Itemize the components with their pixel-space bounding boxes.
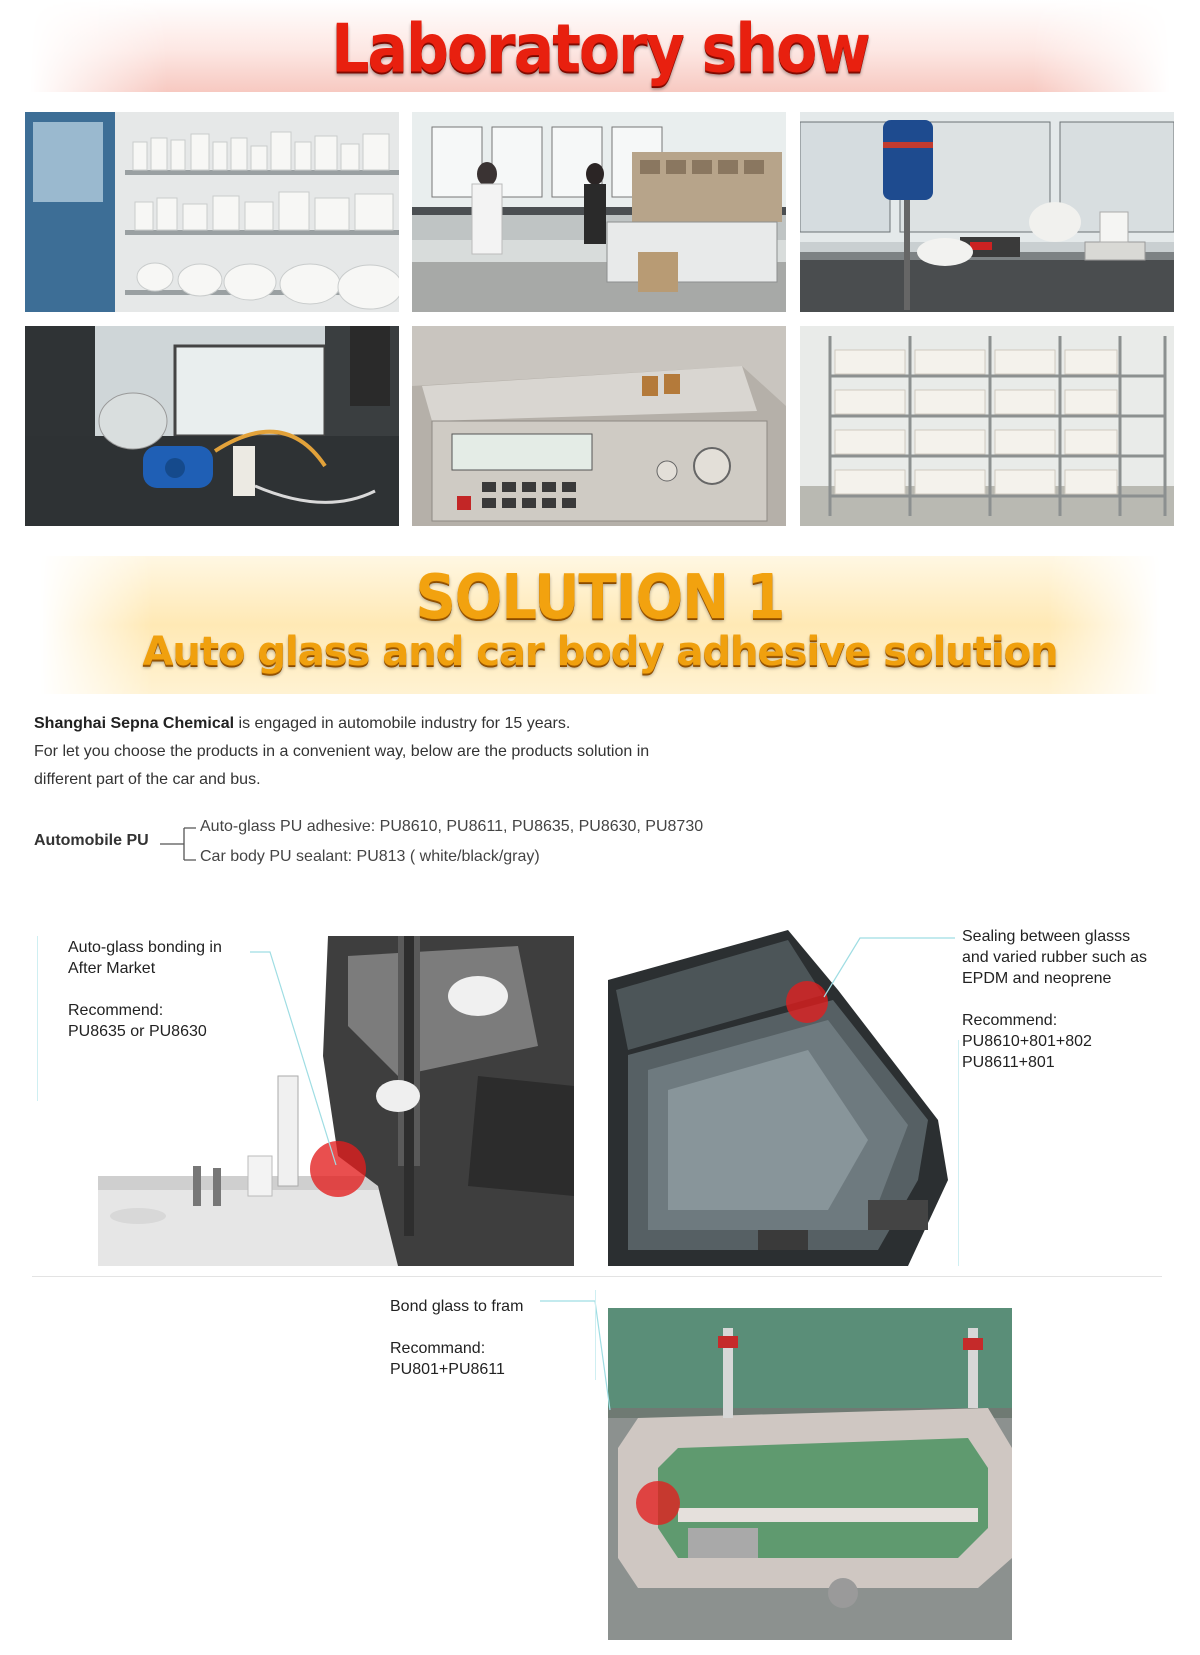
frame-callout-text: Bond glass to fram Recommand: PU801+PU8611 xyxy=(390,1298,524,1378)
bracket-connector xyxy=(160,820,200,870)
lab-mixer-photo xyxy=(800,112,1174,312)
lab-banner-title: Laboratory show xyxy=(331,9,869,89)
lab-tester-device-photo xyxy=(412,326,786,526)
lab-workers-photo xyxy=(412,112,786,312)
intro-line-1-rest: is engaged in automobile industry for 15 years. xyxy=(234,715,571,732)
intro-line-1 xyxy=(34,710,754,738)
aftermarket-side-line xyxy=(37,936,38,1101)
company-name: Shanghai Sepna Chemical xyxy=(34,715,235,732)
automobile-pu-label: Automobile PU xyxy=(34,832,149,849)
frame-side-line xyxy=(595,1290,596,1380)
lab-storage-racks-photo xyxy=(800,326,1174,526)
sealing-leader-line xyxy=(820,935,960,1005)
glass-frame-fixture-photo xyxy=(608,1308,1012,1640)
lab-vacuum-pump-photo xyxy=(25,326,399,526)
section-divider xyxy=(32,1276,1162,1277)
solution-subtitle: Auto glass and car body adhesive solution xyxy=(142,629,1058,675)
solution-title: SOLUTION 1 xyxy=(415,561,785,634)
sealing-callout-text: Sealing between glasss and varied rubber such as EPDM and neoprene Recommend: PU8610+801+802 PU8611+801 xyxy=(962,928,1147,1071)
lab-shelves-bottles-photo xyxy=(25,112,399,312)
sealing-side-line xyxy=(958,1040,959,1266)
aftermarket-callout-text: Auto-glass bonding in After Market Recommend: PU8635 or PU8630 xyxy=(68,939,222,1040)
intro-line-3: different part of the car and bus. xyxy=(34,771,261,788)
intro-line-2: For let you choose the products in a convenient way, below are the products solution in xyxy=(34,743,650,760)
automobile-pu-item-2: Car body PU sealant: PU813 ( white/black/gray) xyxy=(200,848,540,865)
automobile-pu-item-1: Auto-glass PU adhesive: PU8610, PU8611, PU8635, PU8630, PU8730 xyxy=(200,818,704,835)
